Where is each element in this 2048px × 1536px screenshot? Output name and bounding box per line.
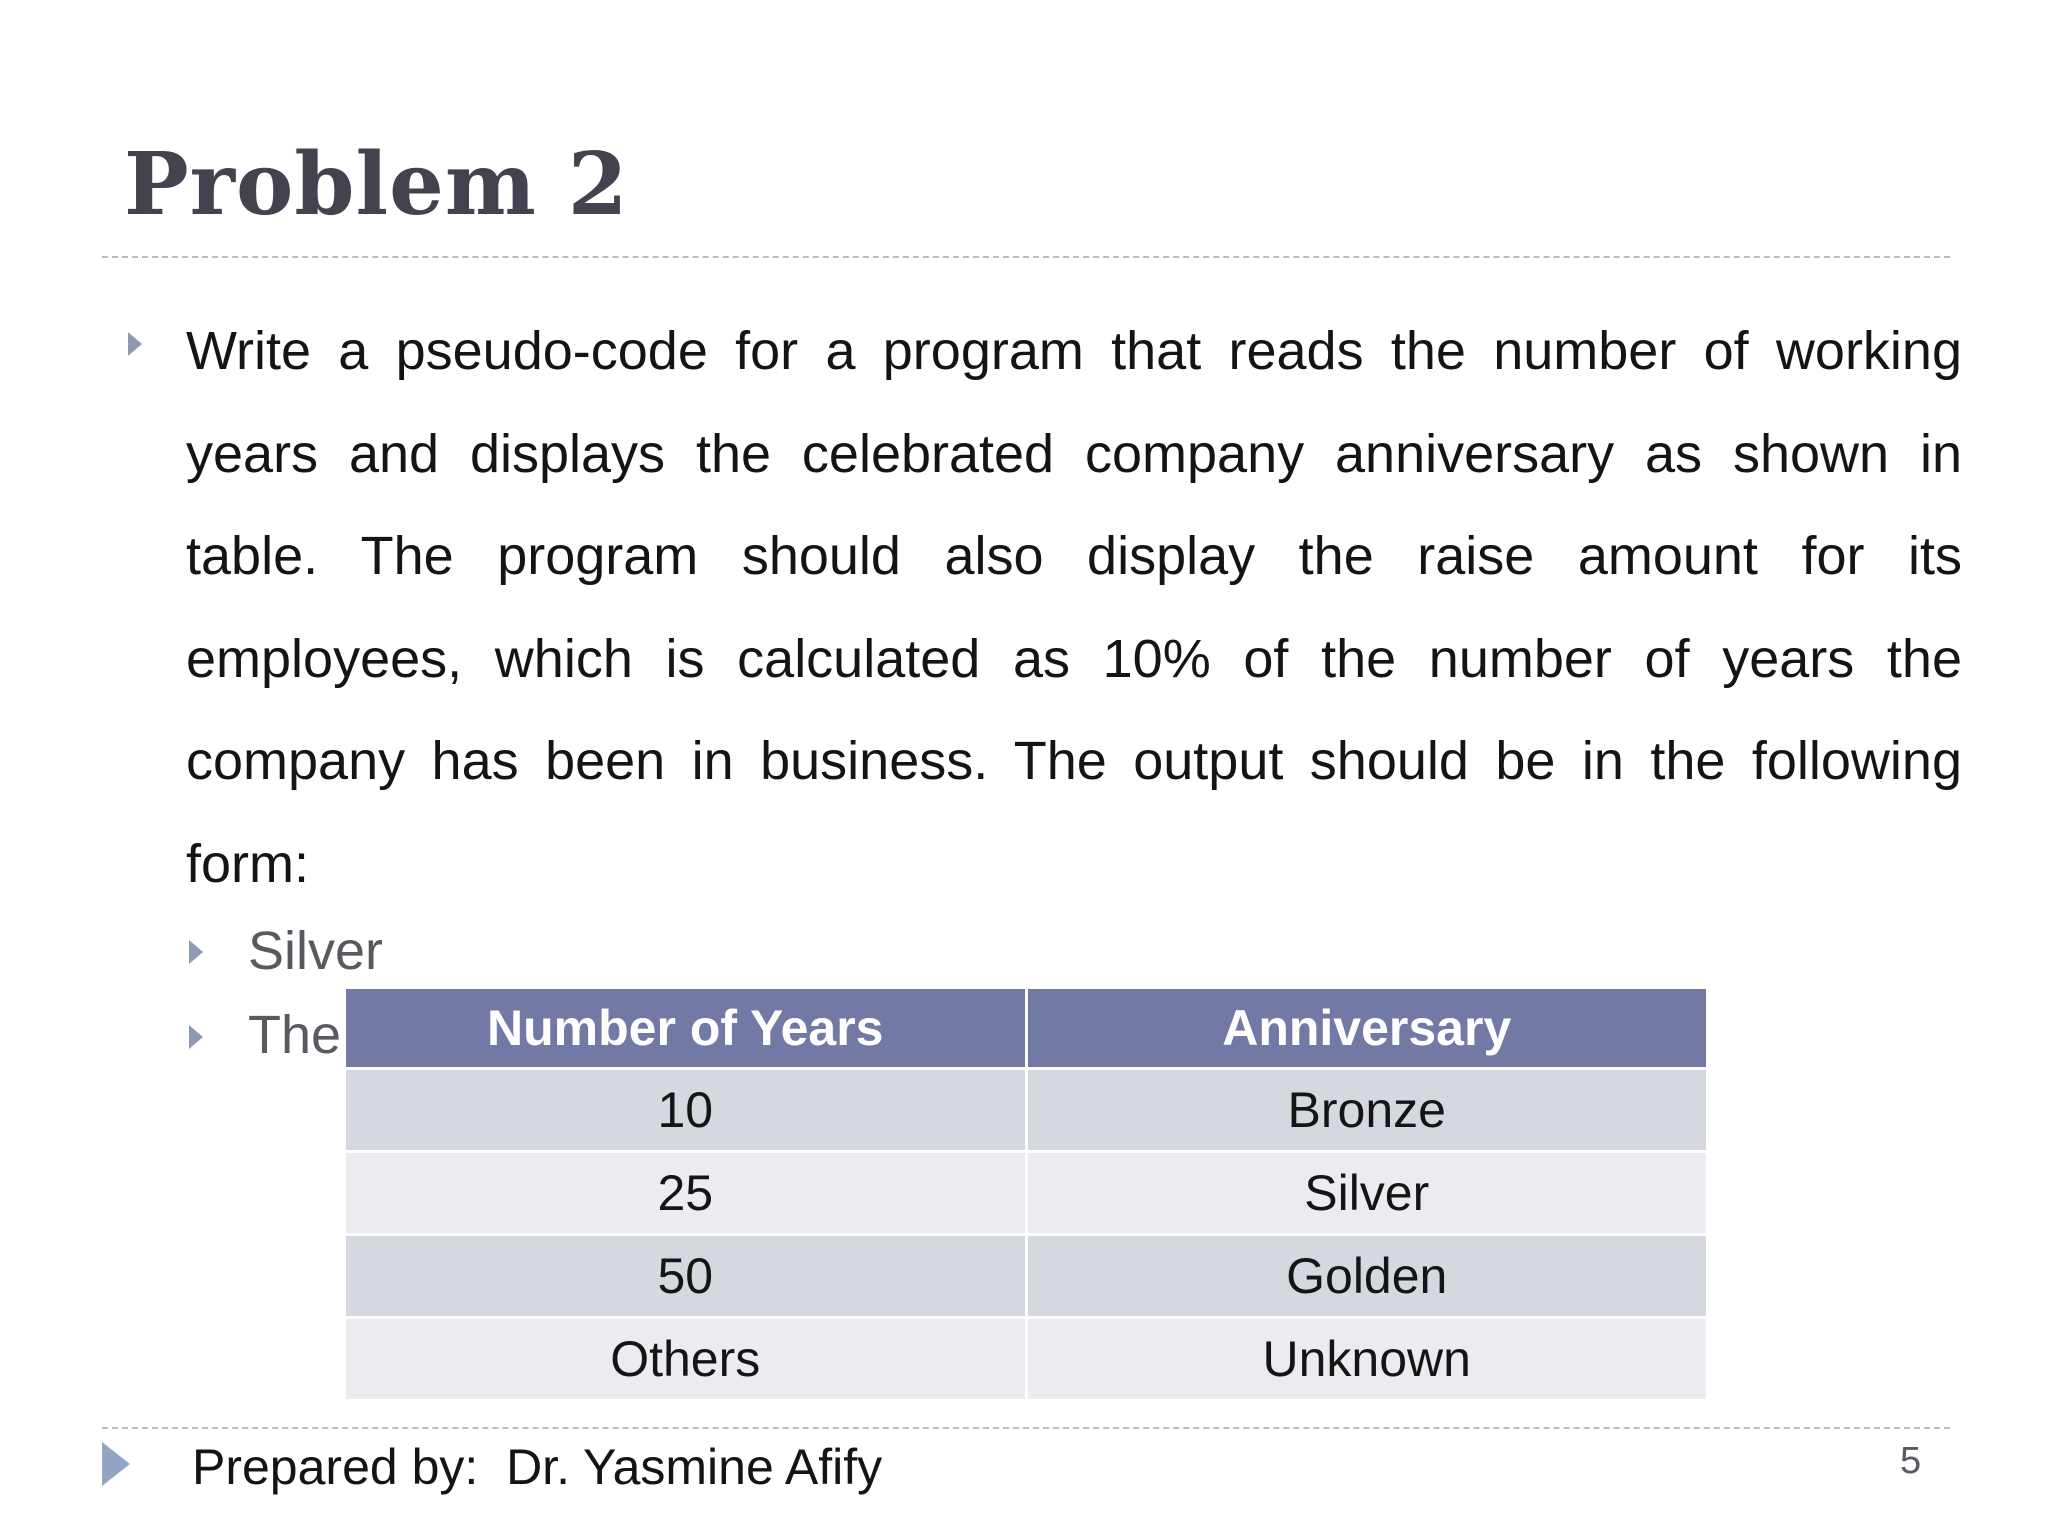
years-cell: 10 (345, 1069, 1027, 1152)
sub-bullet-arrow-icon (189, 940, 203, 964)
problem-statement: Write a pseudo-code for a program that reads the number of working years and displays the celebrated company anniversary as shown in table. The program should also display the raise amount for its employees, which is calculated as 10% of the number of years the company has been in business. The output should be in the following form: (186, 321, 1962, 894)
footer-author: Prepared by: Dr. Yasmine Afify (192, 1439, 883, 1495)
bullet-arrow-icon (128, 332, 142, 356)
footer-divider (102, 1427, 1950, 1429)
slide-title: Problem 2 (124, 134, 629, 235)
table-row (345, 1152, 1708, 1235)
anniversary-cell: Unknown (1026, 1318, 1708, 1401)
header-number-of-years: Number of Years (345, 988, 1027, 1069)
sub-bullet-the: The (248, 1005, 342, 1065)
years-cell: Others (345, 1318, 1027, 1401)
anniversary-cell: Silver (1026, 1152, 1708, 1235)
sub-bullet-silver: Silver (248, 921, 384, 981)
header-anniversary: Anniversary (1026, 988, 1708, 1069)
table-row (345, 1069, 1708, 1152)
years-cell: 50 (345, 1235, 1027, 1318)
table-header-row (345, 988, 1708, 1069)
title-divider (102, 256, 1950, 258)
sub-bullet-arrow-icon (189, 1025, 203, 1049)
table-row (345, 1318, 1708, 1401)
table-row (345, 1235, 1708, 1318)
page-number: 5 (1900, 1440, 1922, 1482)
anniversary-table (343, 986, 1709, 1402)
anniversary-cell: Golden (1026, 1235, 1708, 1318)
footer-arrow-icon (102, 1442, 130, 1486)
years-cell: 25 (345, 1152, 1027, 1235)
anniversary-cell: Bronze (1026, 1069, 1708, 1152)
